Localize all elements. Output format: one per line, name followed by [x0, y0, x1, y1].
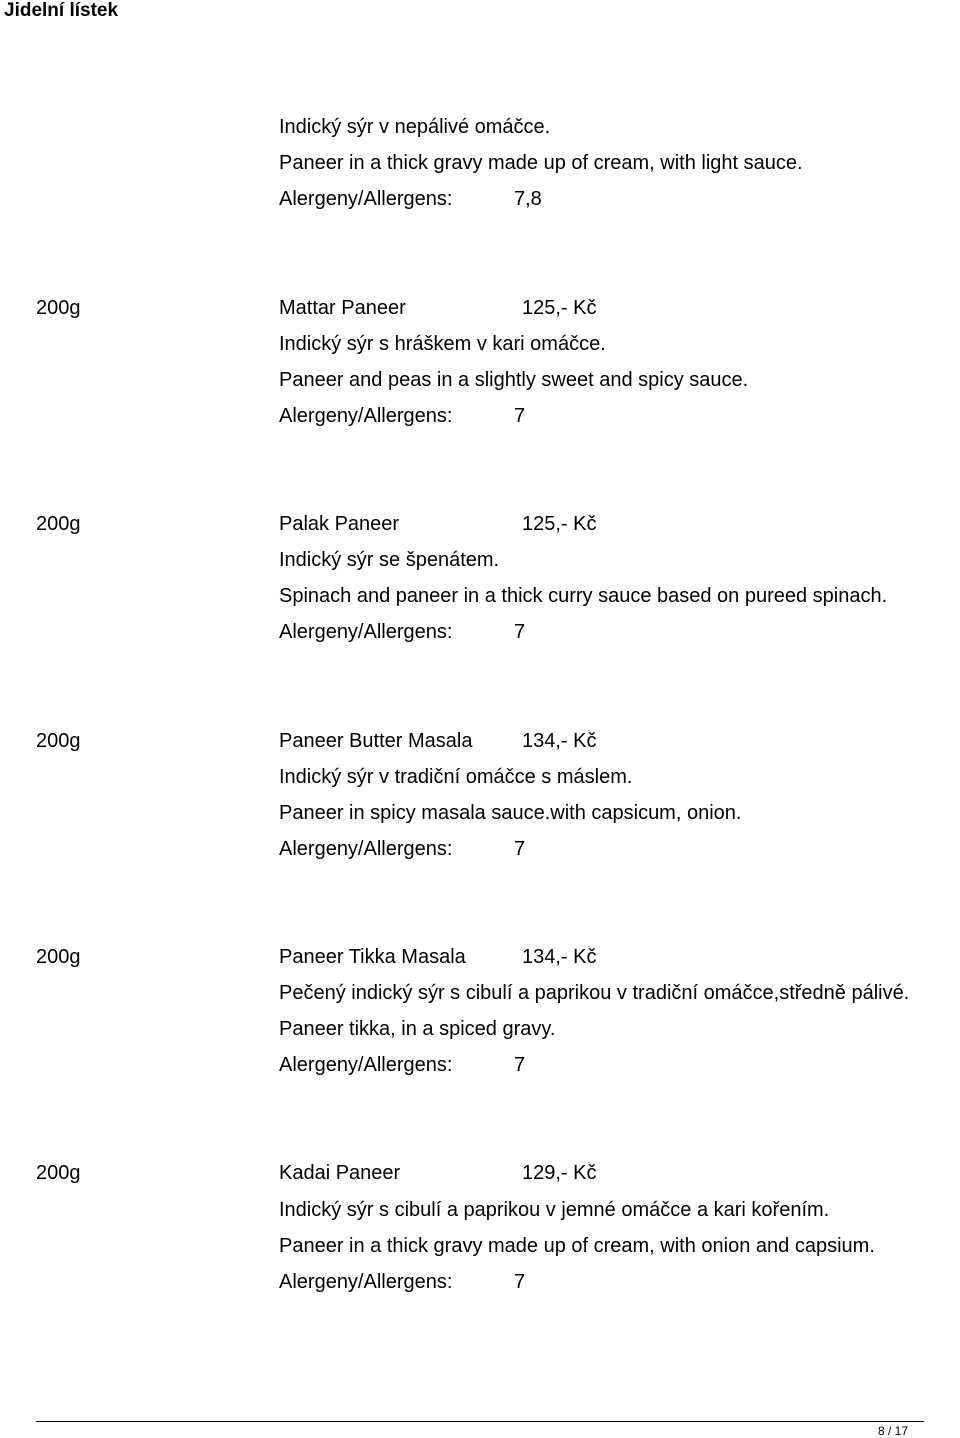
- item-description-en: Paneer in a thick gravy made up of cream, with onion and capsium.: [279, 1235, 875, 1257]
- allergen-label: Alergeny/Allergens:: [279, 621, 453, 643]
- item-weight: 200g: [36, 513, 81, 535]
- item-description-cz: Indický sýr se špenátem.: [279, 549, 500, 571]
- item-name: Palak Paneer: [279, 513, 400, 535]
- allergen-label: Alergeny/Allergens:: [279, 405, 453, 427]
- item-weight: 200g: [36, 730, 81, 752]
- item-description-en: Paneer tikka, in a spiced gravy.: [279, 1018, 556, 1040]
- allergen-value: 7: [514, 621, 526, 643]
- allergen-value: 7: [514, 838, 526, 860]
- item-description-en: Paneer in a thick gravy made up of cream, with light sauce.: [279, 152, 803, 174]
- item-weight: 200g: [36, 1162, 81, 1184]
- item-price: 129,- Kč: [522, 1162, 597, 1184]
- footer-divider: [36, 1421, 924, 1422]
- item-description-en: Paneer in spicy masala sauce.with capsicum, onion.: [279, 802, 742, 824]
- page-title: Jidelní lístek: [4, 0, 119, 21]
- page-number: 8 / 17: [878, 1424, 909, 1438]
- item-price: 134,- Kč: [522, 730, 597, 752]
- allergen-value: 7: [514, 1271, 526, 1293]
- item-name: Paneer Tikka Masala: [279, 946, 466, 968]
- item-price: 125,- Kč: [522, 297, 597, 319]
- item-description-cz: Indický sýr v tradiční omáčce s máslem.: [279, 766, 633, 788]
- item-description-en: Spinach and paneer in a thick curry sauce based on pureed spinach.: [279, 585, 888, 607]
- allergen-label: Alergeny/Allergens:: [279, 838, 453, 860]
- item-name: Mattar Paneer: [279, 297, 406, 319]
- allergen-value: 7,8: [514, 188, 542, 210]
- allergen-label: Alergeny/Allergens:: [279, 188, 453, 210]
- item-description-cz: Indický sýr v nepálivé omáčce.: [279, 116, 551, 138]
- item-description-cz: Indický sýr s cibulí a paprikou v jemné omáčce a kari kořením.: [279, 1199, 830, 1221]
- item-weight: 200g: [36, 297, 81, 319]
- item-name: Paneer Butter Masala: [279, 730, 473, 752]
- item-description-cz: Pečený indický sýr s cibulí a paprikou v tradiční omáčce,středně pálivé.: [279, 982, 910, 1004]
- allergen-value: 7: [514, 1054, 526, 1076]
- item-name: Kadai Paneer: [279, 1162, 401, 1184]
- allergen-label: Alergeny/Allergens:: [279, 1271, 453, 1293]
- item-description-cz: Indický sýr s hráškem v kari omáčce.: [279, 333, 606, 355]
- item-weight: 200g: [36, 946, 81, 968]
- allergen-label: Alergeny/Allergens:: [279, 1054, 453, 1076]
- item-description-en: Paneer and peas in a slightly sweet and spicy sauce.: [279, 369, 749, 391]
- allergen-value: 7: [514, 405, 526, 427]
- item-price: 125,- Kč: [522, 513, 597, 535]
- item-price: 134,- Kč: [522, 946, 597, 968]
